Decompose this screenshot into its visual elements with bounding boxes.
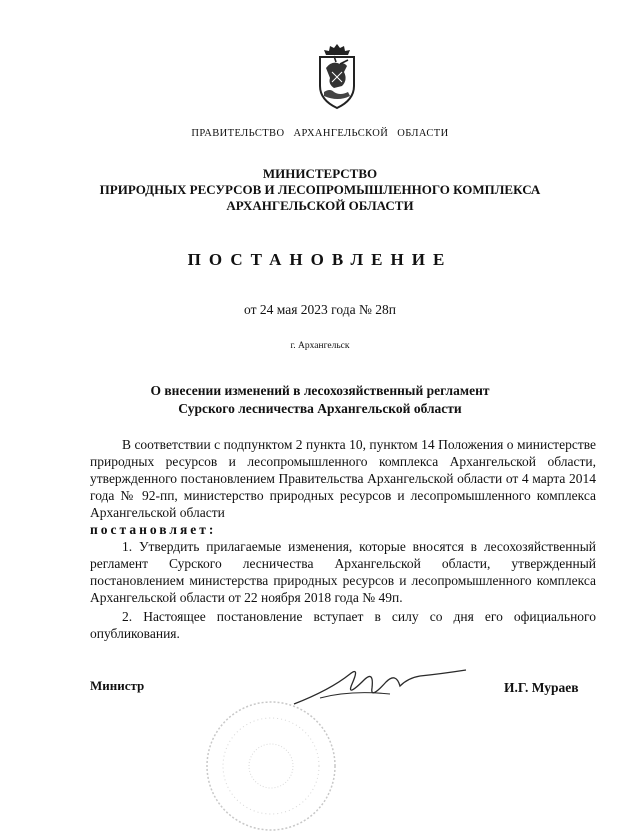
item-1-paragraph: 1. Утвердить прилагаемые изменения, которые вносятся в лесохозяйственный регламент Сурского лесничества Архангельской области, утвержденный постановлением министерства природных ресурсов и лесопромышленного комплекса Архангельской области от 22 ноября 2018 года № 49п. <box>90 539 596 605</box>
ministry-line: АРХАНГЕЛЬСКОЙ ОБЛАСТИ <box>226 198 414 213</box>
preamble-text: В соответствии с подпунктом 2 пункта 10, пунктом 14 Положения о министерстве природных ресурсов и лесопромышленного комплекса Архангельской области, утвержденного постановлением Правительства Архангельской области от 4 марта 2014 года № 92-пп, министерство природных ресурсов и лесопромышленного комплекса Архангельской области <box>90 437 596 520</box>
preamble-paragraph <box>90 436 596 521</box>
item-2-paragraph: 2. Настоящее постановление вступает в силу со дня его официального опубликования. <box>90 609 596 641</box>
document-date-number: от 24 мая 2023 года № 28п <box>244 302 396 317</box>
document-subject <box>0 382 640 418</box>
ministry-line: МИНИСТЕРСТВО <box>262 166 378 181</box>
signatory-name: И.Г. Мураев <box>504 680 579 695</box>
resolves-word: постановляет: <box>90 522 217 537</box>
ministry-name <box>0 166 640 214</box>
coat-of-arms-icon <box>314 42 360 110</box>
document-body <box>90 436 596 642</box>
subject-line: О внесении изменений в лесохозяйственный регламент <box>150 383 490 398</box>
document-type: ПОСТАНОВЛЕНИЕ <box>187 250 453 269</box>
subject-line: Сурского лесничества Архангельской области <box>178 401 462 416</box>
ministry-line: ПРИРОДНЫХ РЕСУРСОВ И ЛЕСОПРОМЫШЛЕННОГО КОМПЛЕКСА <box>99 182 541 197</box>
document-city: г. Архангельск <box>290 341 350 351</box>
signatory-title: Министр <box>90 678 145 693</box>
round-seal-icon <box>203 698 339 834</box>
government-name: ПРАВИТЕЛЬСТВО АРХАНГЕЛЬСКОЙ ОБЛАСТИ <box>191 128 449 139</box>
